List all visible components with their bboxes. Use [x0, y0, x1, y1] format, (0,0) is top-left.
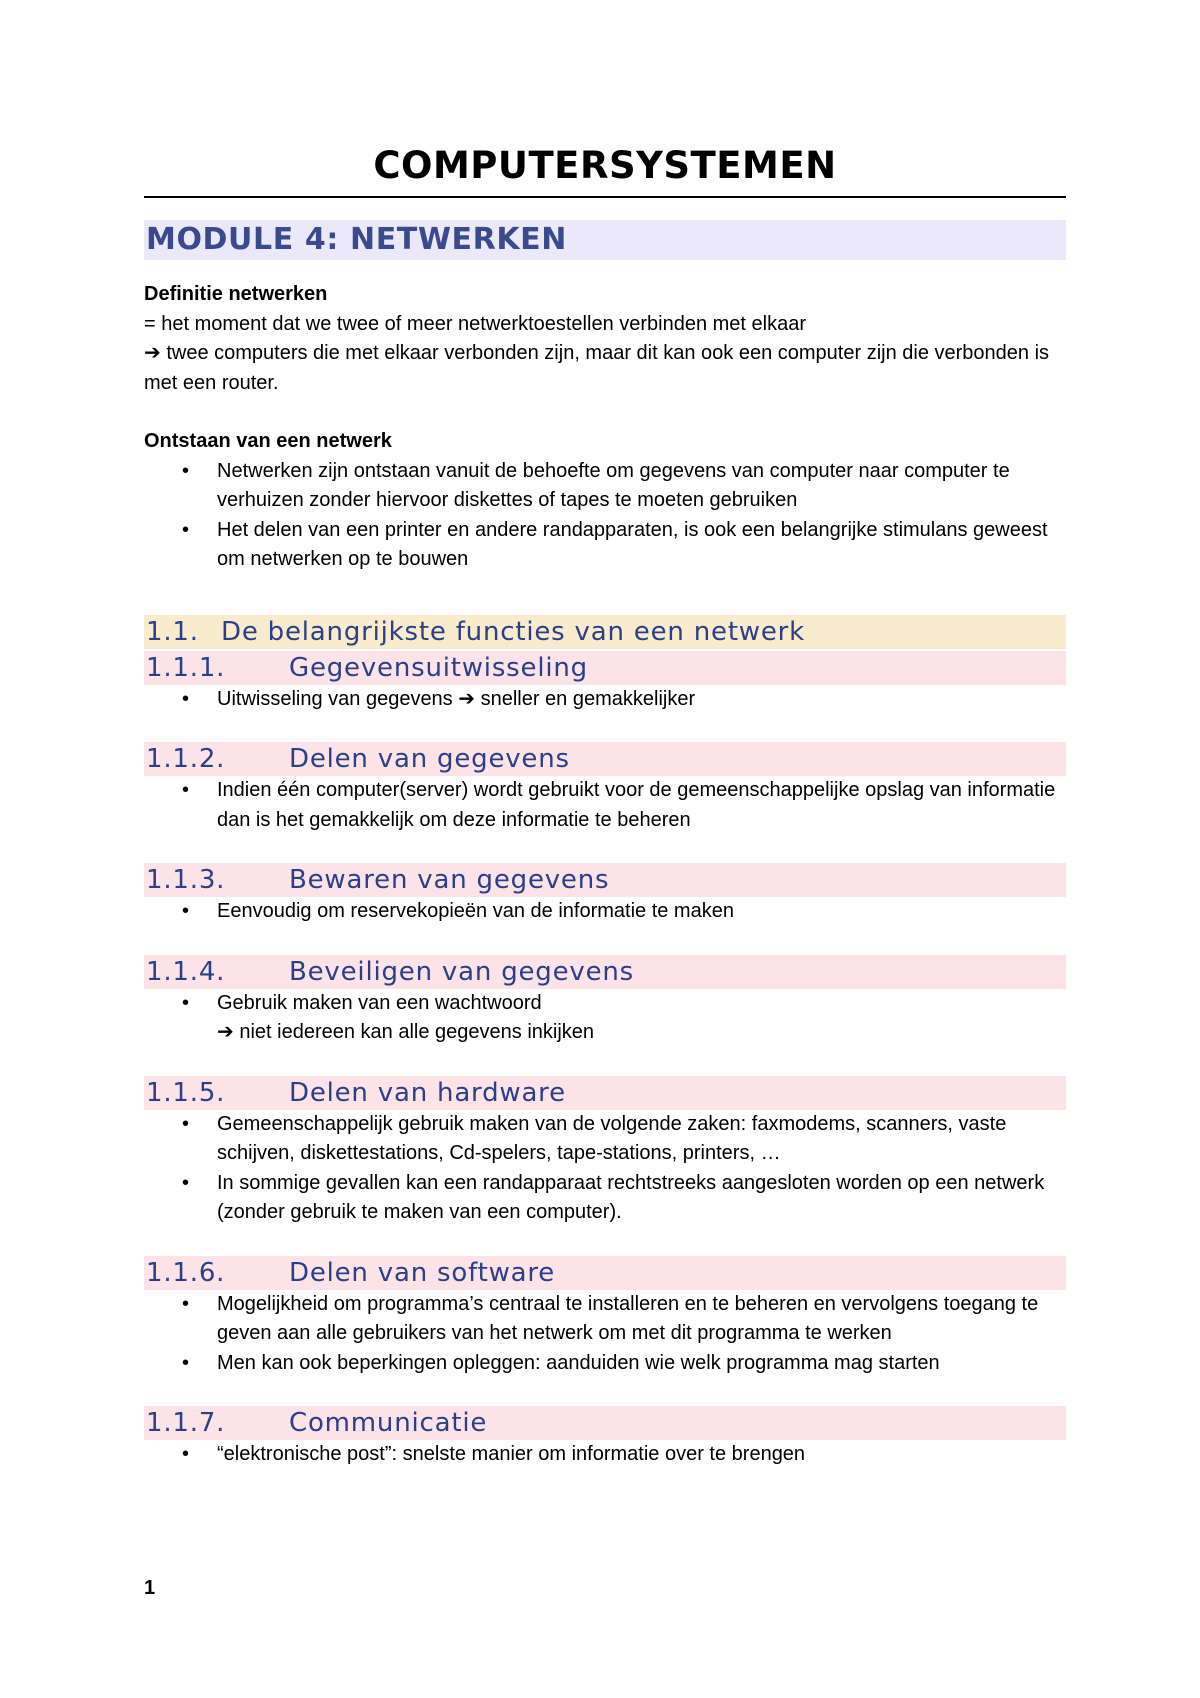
- list-item: • Men kan ook beperkingen opleggen: aanduiden wie welk programma mag starten: [144, 1349, 1066, 1379]
- list-item: • Indien één computer(server) wordt gebruikt voor de gemeenschappelijke opslag van informatie dan is het gemakkelijk om deze informatie te beheren: [144, 776, 1066, 835]
- page-number: 1: [144, 1577, 156, 1599]
- subsection-title: Beveiligen van gegevens: [289, 956, 634, 987]
- subsection-title: Bewaren van gegevens: [289, 865, 610, 895]
- origin-heading: Ontstaan van een netwerk: [144, 430, 392, 452]
- list-item-arrow-text: sneller en gemakkelijker: [480, 687, 696, 710]
- subsection-heading-1-1-6: [144, 1256, 1066, 1290]
- list-item-text: Uitwisseling van gegevens: [217, 687, 453, 710]
- definition-line: = het moment dat we twee of meer netwerktoestellen verbinden met elkaar: [144, 312, 807, 335]
- list-item: • In sommige gevallen kan een randapparaat rechtstreeks aangesloten worden op een netwerk (zonder gebruik te maken van een computer).: [144, 1169, 1066, 1228]
- arrow-icon: ➔: [144, 342, 161, 364]
- subsection-title: Delen van gegevens: [289, 744, 570, 774]
- list-item: • Eenvoudig om reservekopieën van de informatie te maken: [144, 897, 1066, 927]
- subsection-title: Communicatie: [289, 1408, 488, 1438]
- subsection-number: 1.1.5.: [146, 1077, 226, 1108]
- section-number: 1.1.: [146, 616, 199, 647]
- subsection-list: [144, 776, 1066, 835]
- subsection-title: Delen van hardware: [289, 1077, 566, 1108]
- list-item: [144, 685, 1066, 715]
- section-heading-1-1: [144, 615, 1066, 649]
- list-item: • Mogelijkheid om programma’s centraal te installeren en te beheren en vervolgens toegang te geven aan alle gebruikers van het netwerk om met dit programma te werken: [144, 1290, 1066, 1349]
- subsection-number: 1.1.7.: [146, 1408, 226, 1438]
- subsection-title: Delen van software: [289, 1257, 556, 1288]
- subsection-list: [144, 1110, 1066, 1228]
- origin-list: [144, 457, 1066, 575]
- subsection-heading-1-1-7: [144, 1406, 1066, 1440]
- subsection-number: 1.1.1.: [146, 652, 226, 683]
- subsection-list: [144, 1290, 1066, 1379]
- definition-explanation: [144, 339, 1066, 398]
- subsection-title: Gegevensuitwisseling: [289, 652, 588, 683]
- subsection-list: [144, 1440, 1066, 1470]
- subsection-heading-1-1-1: [144, 651, 1066, 685]
- list-item: • Het delen van een printer en andere randapparaten, is ook een belangrijke stimulans geweest om netwerken op te bouwen: [144, 516, 1066, 575]
- subsection-number: 1.1.6.: [146, 1257, 226, 1288]
- arrow-icon: ➔: [217, 1021, 234, 1043]
- module-heading: MODULE 4: NETWERKEN: [144, 220, 1066, 260]
- section-title: De belangrijkste functies van een netwerk: [221, 616, 806, 647]
- subsection-list: [144, 897, 1066, 927]
- list-item: • “elektronische post”: snelste manier om informatie over te brengen: [144, 1440, 1066, 1470]
- list-item: • Gemeenschappelijk gebruik maken van de volgende zaken: faxmodems, scanners, vaste schijven, diskettestations, Cd-spelers, tape-stations, printers, …: [144, 1110, 1066, 1169]
- subsection-number: 1.1.2.: [146, 744, 226, 774]
- subsection-number: 1.1.3.: [146, 865, 226, 895]
- subsection-list: [144, 989, 1066, 1048]
- subsection-heading-1-1-5: [144, 1076, 1066, 1110]
- list-item-text: Gebruik maken van een wachtwoord: [217, 991, 542, 1014]
- document-title: COMPUTERSYSTEMEN: [144, 140, 1066, 198]
- list-item: [144, 989, 1066, 1048]
- subsection-heading-1-1-4: [144, 955, 1066, 989]
- list-item-sub: [217, 1018, 1066, 1048]
- list-item-arrow-text: niet iedereen kan alle gegevens inkijken: [239, 1021, 595, 1043]
- subsection-heading-1-1-3: [144, 863, 1066, 897]
- list-item: • Netwerken zijn ontstaan vanuit de behoefte om gegevens van computer naar computer te verhuizen zonder hiervoor diskettes of tapes te moeten gebruiken: [144, 457, 1066, 516]
- subsection-list: [144, 685, 1066, 715]
- subsection-number: 1.1.4.: [146, 956, 226, 987]
- page-content: [144, 140, 1066, 1470]
- definition-explanation-text: twee computers die met elkaar verbonden zijn, maar dit kan ook een computer zijn die verbonden is met een router.: [144, 342, 1050, 394]
- definition-heading: Definitie netwerken: [144, 283, 328, 305]
- subsection-heading-1-1-2: [144, 742, 1066, 776]
- arrow-icon: ➔: [458, 687, 476, 710]
